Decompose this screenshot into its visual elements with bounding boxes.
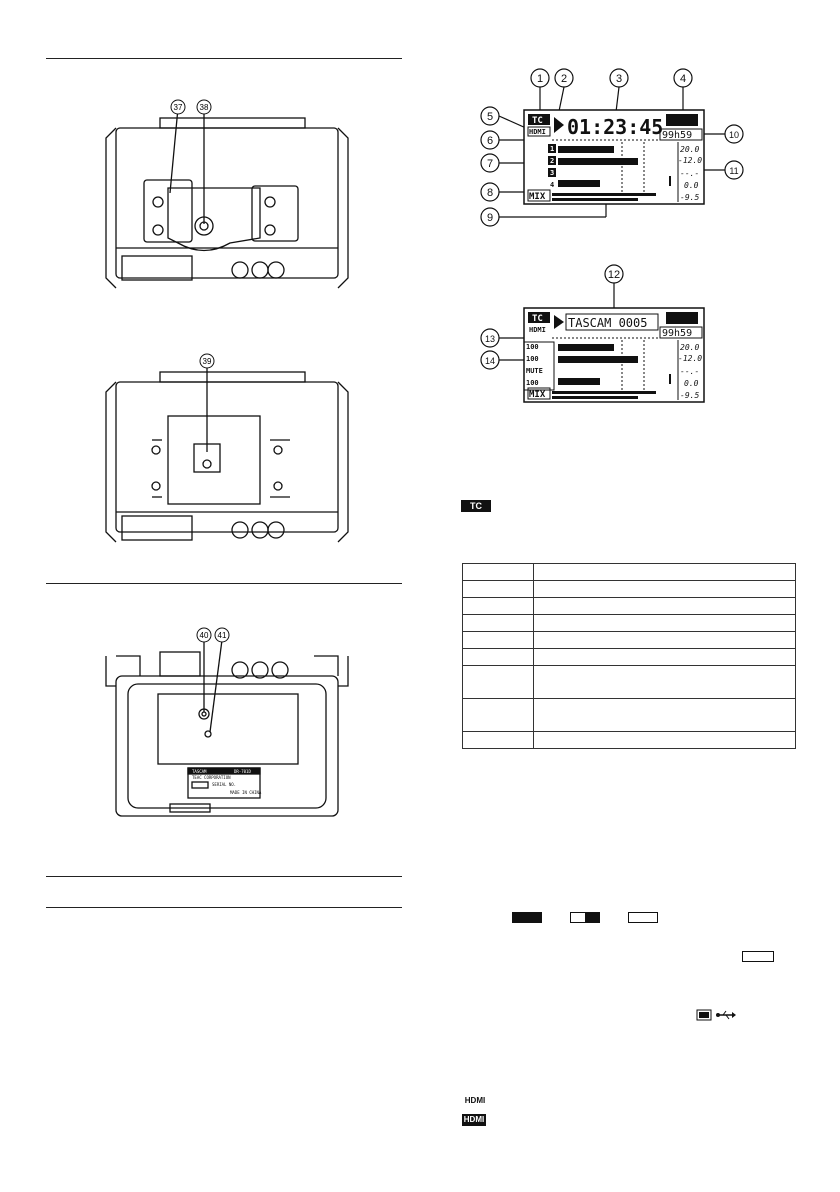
mix-label-2: MIX bbox=[529, 390, 546, 400]
svg-text:0.0: 0.0 bbox=[684, 379, 699, 388]
ch-value-3: MUTE bbox=[526, 367, 543, 375]
scale-5: -9.5 bbox=[680, 193, 700, 202]
device-front-plain-figure bbox=[100, 352, 360, 552]
ch-label-3: 3 bbox=[550, 169, 555, 177]
tc-indicator-2: TC bbox=[532, 314, 543, 324]
elapsed-time: 01:23:45 bbox=[567, 115, 664, 139]
ch-label-1: 1 bbox=[550, 145, 555, 153]
label-origin: MADE IN CHINA bbox=[230, 790, 262, 795]
tc-icon: TC bbox=[461, 500, 491, 512]
callout-10: 10 bbox=[728, 130, 740, 140]
section-rule bbox=[46, 876, 402, 877]
timecode-table bbox=[462, 563, 796, 749]
callout-41: 41 bbox=[217, 631, 227, 640]
callout-13: 13 bbox=[484, 334, 496, 344]
callout-8: 8 bbox=[486, 187, 494, 199]
name-screen-figure bbox=[466, 258, 766, 408]
callout-37: 37 bbox=[173, 103, 183, 112]
callout-14: 14 bbox=[484, 356, 496, 366]
mix-label: MIX bbox=[529, 192, 546, 202]
section-rule bbox=[46, 58, 402, 59]
battery-empty-icon-2 bbox=[742, 951, 774, 962]
meter-bar-1 bbox=[558, 146, 614, 153]
ch-value-2: 100 bbox=[526, 355, 539, 363]
mix-bar-bottom bbox=[552, 198, 638, 201]
callout-38: 38 bbox=[199, 103, 209, 112]
hdmi-indicator: HDMI bbox=[529, 128, 546, 136]
callout-5: 5 bbox=[486, 111, 494, 123]
battery-icon bbox=[666, 114, 698, 126]
meter-bar-2 bbox=[558, 158, 638, 165]
ch-value-4: 100 bbox=[526, 379, 539, 387]
ch-label-4: 4 bbox=[550, 181, 555, 189]
svg-text:20.0: 20.0 bbox=[680, 343, 700, 352]
tc-indicator: TC bbox=[532, 116, 543, 126]
scale-3: --.- bbox=[680, 169, 700, 178]
hdmi-indicator-2: HDMI bbox=[529, 326, 546, 334]
play-screen-figure bbox=[466, 62, 766, 242]
remaining-time-2: 99h59 bbox=[662, 328, 693, 339]
mix-bar-top bbox=[552, 193, 656, 196]
battery-half-icon bbox=[570, 912, 600, 923]
label-company: TEAC CORPORATION bbox=[192, 775, 231, 780]
battery-icon-2 bbox=[666, 312, 698, 324]
usb-power-icon bbox=[696, 1008, 738, 1022]
label-serial: SERIAL NO. bbox=[212, 782, 237, 787]
svg-text:-9.5: -9.5 bbox=[680, 391, 700, 400]
ch-label-2: 2 bbox=[550, 157, 555, 165]
label-brand: TASCAM bbox=[192, 769, 207, 774]
callout-3: 3 bbox=[615, 73, 623, 85]
hdmi-filled-icon: HDMI bbox=[463, 1115, 485, 1124]
scale-2: -12.0 bbox=[678, 156, 703, 165]
section-rule bbox=[46, 583, 402, 584]
battery-empty-icon bbox=[628, 912, 658, 923]
callout-12: 12 bbox=[607, 269, 621, 281]
callout-4: 4 bbox=[679, 73, 687, 85]
label-model: DR-701D bbox=[234, 769, 251, 774]
svg-text:-12.0: -12.0 bbox=[678, 354, 703, 363]
scale-1: 20.0 bbox=[680, 145, 700, 154]
remaining-time: 99h59 bbox=[662, 130, 693, 141]
battery-full-icon bbox=[512, 912, 542, 923]
device-front-figure bbox=[100, 98, 360, 298]
callout-1: 1 bbox=[536, 73, 544, 85]
svg-text:--.-: --.- bbox=[680, 367, 700, 376]
callout-39: 39 bbox=[202, 357, 212, 366]
device-bottom-figure bbox=[100, 626, 360, 826]
section-rule bbox=[46, 907, 402, 908]
callout-2: 2 bbox=[560, 73, 568, 85]
callout-7: 7 bbox=[486, 158, 494, 170]
ch-value-1: 100 bbox=[526, 343, 539, 351]
scale-4: 0.0 bbox=[684, 181, 699, 190]
meter-bar-4 bbox=[558, 180, 600, 187]
callout-9: 9 bbox=[486, 212, 494, 224]
file-name: TASCAM_0005 bbox=[568, 316, 648, 330]
callout-6: 6 bbox=[486, 135, 494, 147]
callout-40: 40 bbox=[199, 631, 209, 640]
callout-11: 11 bbox=[729, 166, 739, 176]
hdmi-outline-icon: HDMI bbox=[462, 1095, 488, 1107]
